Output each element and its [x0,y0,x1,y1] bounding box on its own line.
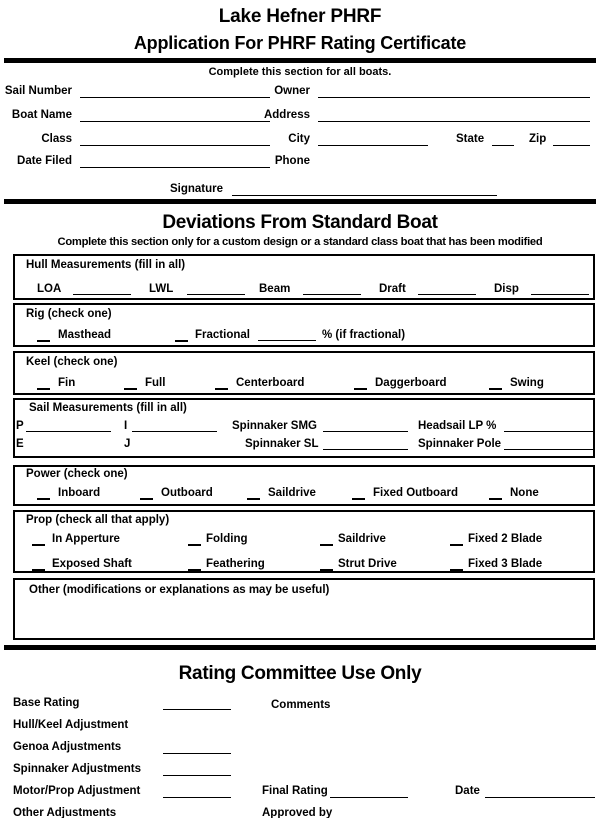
label-fin: Fin [58,377,76,389]
page-title: Lake Hefner PHRF [218,6,382,27]
checkbox-feathering[interactable] [188,569,201,571]
checkbox-prop-saildrive[interactable] [320,544,333,546]
label-spinnaker-sl: Spinnaker SL [245,438,319,450]
input-motor-prop-adjustment[interactable] [163,797,231,798]
label-draft: Draft [379,283,406,295]
label-final-rating: Final Rating [262,785,328,797]
label-motor-prop-adjustment: Motor/Prop Adjustment [13,785,141,797]
checkbox-inboard[interactable] [37,498,50,500]
label-swing: Swing [510,377,544,389]
rig-heading: Rig (check one) [26,308,112,320]
checkbox-full[interactable] [124,388,137,390]
checkbox-fin[interactable] [37,388,50,390]
label-zip: Zip [529,133,547,145]
input-i[interactable] [132,431,217,432]
label-spinnaker-pole: Spinnaker Pole [418,438,502,450]
label-outboard: Outboard [161,487,213,499]
label-genoa-adjustments: Genoa Adjustments [13,741,122,753]
label-strut-drive: Strut Drive [338,558,397,570]
label-feathering: Feathering [206,558,265,570]
label-e: E [16,438,24,450]
label-spinnaker-smg: Spinnaker SMG [232,420,317,432]
label-boat-name: Boat Name [11,109,72,121]
input-loa[interactable] [73,294,131,295]
keel-heading: Keel (check one) [26,356,118,368]
input-signature[interactable] [232,195,497,196]
label-fractional: Fractional [195,329,250,341]
checkbox-none[interactable] [489,498,502,500]
input-address[interactable] [318,121,590,122]
label-date: Date [455,785,480,797]
label-hull-keel-adjustment: Hull/Keel Adjustment [13,719,129,731]
label-class: Class [41,133,72,145]
deviations-instruction: Complete this section only for a custom design or a standard class boat that has been modified [57,236,543,248]
checkbox-daggerboard[interactable] [354,388,367,390]
label-fractional-percent: % (if fractional) [322,329,406,341]
other-heading: Other (modifications or explanations as may be useful) [29,584,330,596]
committee-title: Rating Committee Use Only [178,663,422,684]
label-exposed-shaft: Exposed Shaft [52,558,132,570]
checkbox-masthead[interactable] [37,340,50,342]
input-final-rating[interactable] [330,797,408,798]
prop-heading: Prop (check all that apply) [26,514,170,526]
input-spinnaker-sl[interactable] [323,449,408,450]
label-address: Address [263,109,310,121]
header-divider [4,58,596,63]
checkbox-centerboard[interactable] [215,388,228,390]
label-other-adjustments: Other Adjustments [13,807,117,818]
label-fixed-outboard: Fixed Outboard [373,487,458,499]
checkbox-exposed-shaft[interactable] [32,569,45,571]
checkbox-in-apperture[interactable] [32,544,45,546]
input-draft[interactable] [418,294,476,295]
input-lwl[interactable] [187,294,245,295]
label-none: None [510,487,539,499]
checkbox-fractional[interactable] [175,340,188,342]
label-sail-number: Sail Number [4,85,72,97]
checkbox-strut-drive[interactable] [320,569,333,571]
checkbox-swing[interactable] [489,388,502,390]
label-owner: Owner [274,85,310,97]
all-boats-instruction: Complete this section for all boats. [208,66,392,78]
label-signature: Signature [170,183,224,195]
label-folding: Folding [206,533,248,545]
power-heading: Power (check one) [26,468,128,480]
checkbox-folding[interactable] [188,544,201,546]
checkbox-fixed-outboard[interactable] [352,498,365,500]
input-date[interactable] [485,797,595,798]
input-headsail-lp[interactable] [504,431,594,432]
input-zip[interactable] [553,145,590,146]
sail-heading: Sail Measurements (fill in all) [29,402,187,414]
input-beam[interactable] [303,294,361,295]
label-full: Full [145,377,166,389]
checkbox-power-saildrive[interactable] [247,498,260,500]
label-p: P [16,420,24,432]
label-centerboard: Centerboard [236,377,305,389]
label-comments: Comments [271,699,331,711]
checkbox-fixed-3-blade[interactable] [450,569,463,571]
label-city: City [288,133,310,145]
input-p[interactable] [26,431,111,432]
input-genoa-adjustments[interactable] [163,753,231,754]
page-subtitle: Application For PHRF Rating Certificate [133,33,467,53]
label-fixed-2-blade: Fixed 2 Blade [468,533,543,545]
label-beam: Beam [259,283,291,295]
label-state: State [456,133,485,145]
input-fractional-percent[interactable] [258,340,316,341]
label-masthead: Masthead [58,329,112,341]
input-spinnaker-pole[interactable] [504,449,594,450]
label-base-rating: Base Rating [13,697,80,709]
input-city[interactable] [318,145,428,146]
label-lwl: LWL [149,283,174,295]
label-in-apperture: In Apperture [52,533,120,545]
label-j: J [124,438,131,450]
label-loa: LOA [37,283,62,295]
label-daggerboard: Daggerboard [375,377,447,389]
input-disp[interactable] [531,294,589,295]
label-inboard: Inboard [58,487,101,499]
input-state[interactable] [492,145,514,146]
label-date-filed: Date Filed [17,155,72,167]
label-approved-by: Approved by [262,807,333,818]
input-spinnaker-smg[interactable] [323,431,408,432]
hull-heading: Hull Measurements (fill in all) [26,259,186,271]
checkbox-outboard[interactable] [140,498,153,500]
label-i: I [124,420,128,432]
label-disp: Disp [494,283,519,295]
label-spinnaker-adjustments: Spinnaker Adjustments [13,763,142,775]
section-divider-deviations [4,199,596,204]
input-spinnaker-adjustments[interactable] [163,775,231,776]
label-fixed-3-blade: Fixed 3 Blade [468,558,543,570]
input-owner[interactable] [318,97,590,98]
checkbox-fixed-2-blade[interactable] [450,544,463,546]
section-divider-committee [4,645,596,650]
label-headsail-lp: Headsail LP % [418,420,497,432]
input-base-rating[interactable] [163,709,231,710]
label-phone: Phone [274,155,310,167]
label-prop-saildrive: Saildrive [338,533,386,545]
label-power-saildrive: Saildrive [268,487,316,499]
deviations-title: Deviations From Standard Boat [162,212,438,233]
